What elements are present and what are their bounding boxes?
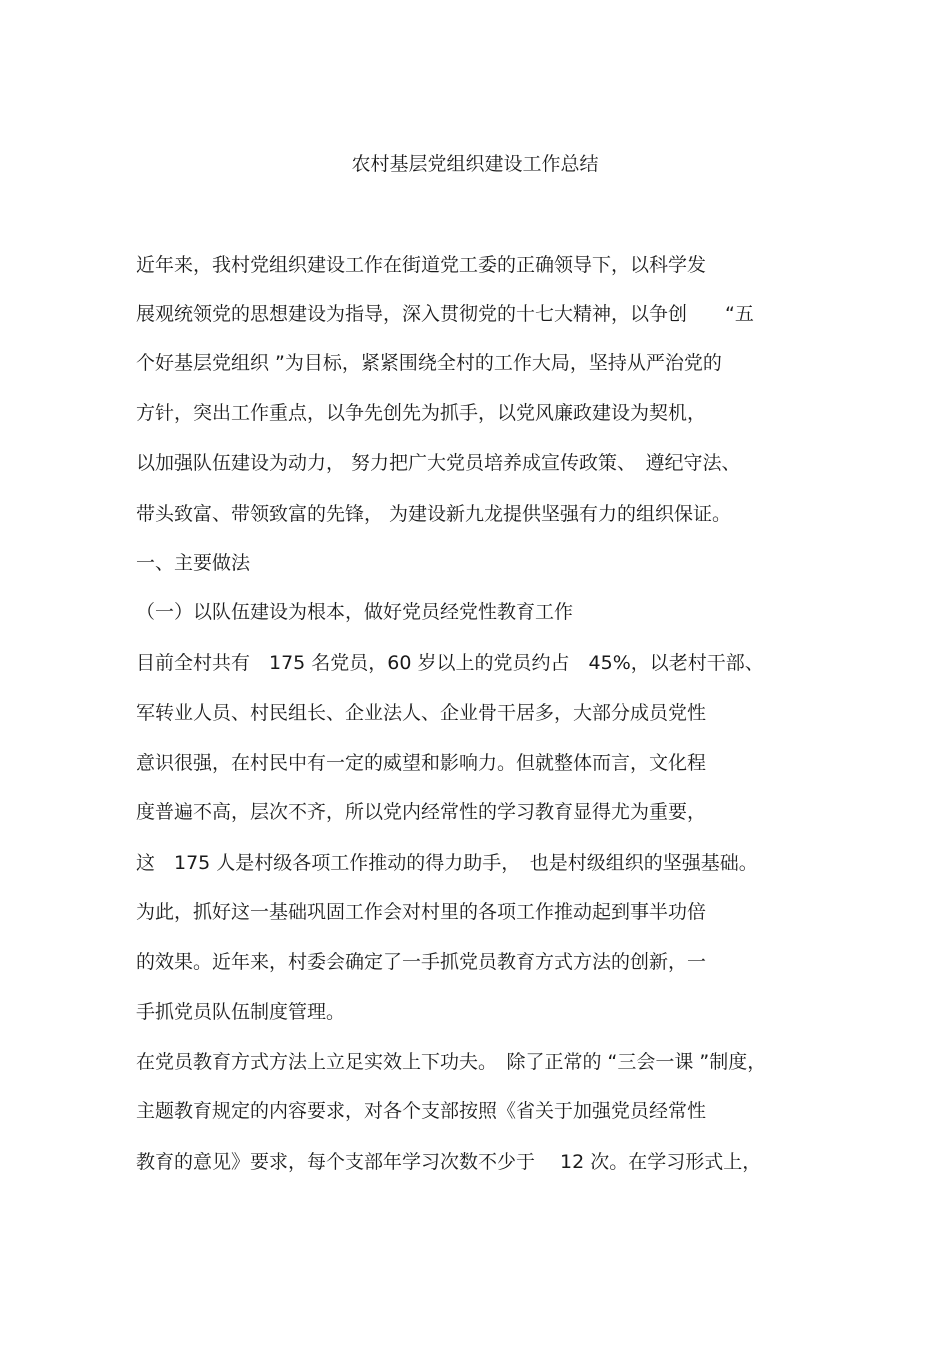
paragraph-line: 为此，抓好这一基础巩固工作会对村里的各项工作推动起到事半功倍 <box>136 901 707 923</box>
paragraph-line: 手抓党员队伍制度管理。 <box>136 1001 346 1023</box>
paragraph-line: 目前全村共有 175 名党员，60 岁以上的党员约占 45%，以老村干部、 <box>136 652 764 674</box>
paragraph-line: 意识很强，在村民中有一定的威望和影响力。但就整体而言，文化程 <box>136 752 707 774</box>
paragraph-line: 带头致富、带领致富的先锋， 为建设新九龙提供坚强有力的组织保证。 <box>136 503 732 525</box>
paragraph-line: 以加强队伍建设为动力， 努力把广大党员培养成宣传政策、 遵纪守法、 <box>136 452 741 474</box>
paragraph-line: 展观统领党的思想建设为指导，深入贯彻党的十七大精神，以争创 “五 <box>136 303 754 325</box>
subsection-heading: （一）以队伍建设为根本，做好党员经党性教育工作 <box>136 601 574 623</box>
paragraph-line: 近年来，我村党组织建设工作在街道党工委的正确领导下，以科学发 <box>136 254 707 276</box>
document-title: 农村基层党组织建设工作总结 <box>351 153 599 175</box>
paragraph-line: 主题教育规定的内容要求，对各个支部按照《省关于加强党员经常性 <box>136 1100 707 1122</box>
paragraph-line: 这 175 人是村级各项工作推动的得力助手， 也是村级组织的坚强基础。 <box>136 852 758 874</box>
paragraph-line: 的效果。近年来，村委会确定了一手抓党员教育方式方法的创新，一 <box>136 951 707 973</box>
paragraph-line: 方针，突出工作重点，以争先创先为抓手，以党风廉政建设为契机， <box>136 402 707 424</box>
paragraph-line: 军转业人员、村民组长、企业法人、企业骨干居多，大部分成员党性 <box>136 702 707 724</box>
section-heading: 一、主要做法 <box>136 552 251 574</box>
paragraph-line: 个好基层党组织 ”为目标，紧紧围绕全村的工作大局，坚持从严治党的 <box>136 352 722 374</box>
paragraph-line: 度普遍不高，层次不齐，所以党内经常性的学习教育显得尤为重要， <box>136 801 707 823</box>
paragraph-line: 在党员教育方式方法上立足实效上下功夫。 除了正常的 “三会一课 ”制度， <box>136 1051 767 1073</box>
paragraph-line: 教育的意见》要求，每个支部年学习次数不少于 12 次。在学习形式上， <box>136 1151 762 1173</box>
